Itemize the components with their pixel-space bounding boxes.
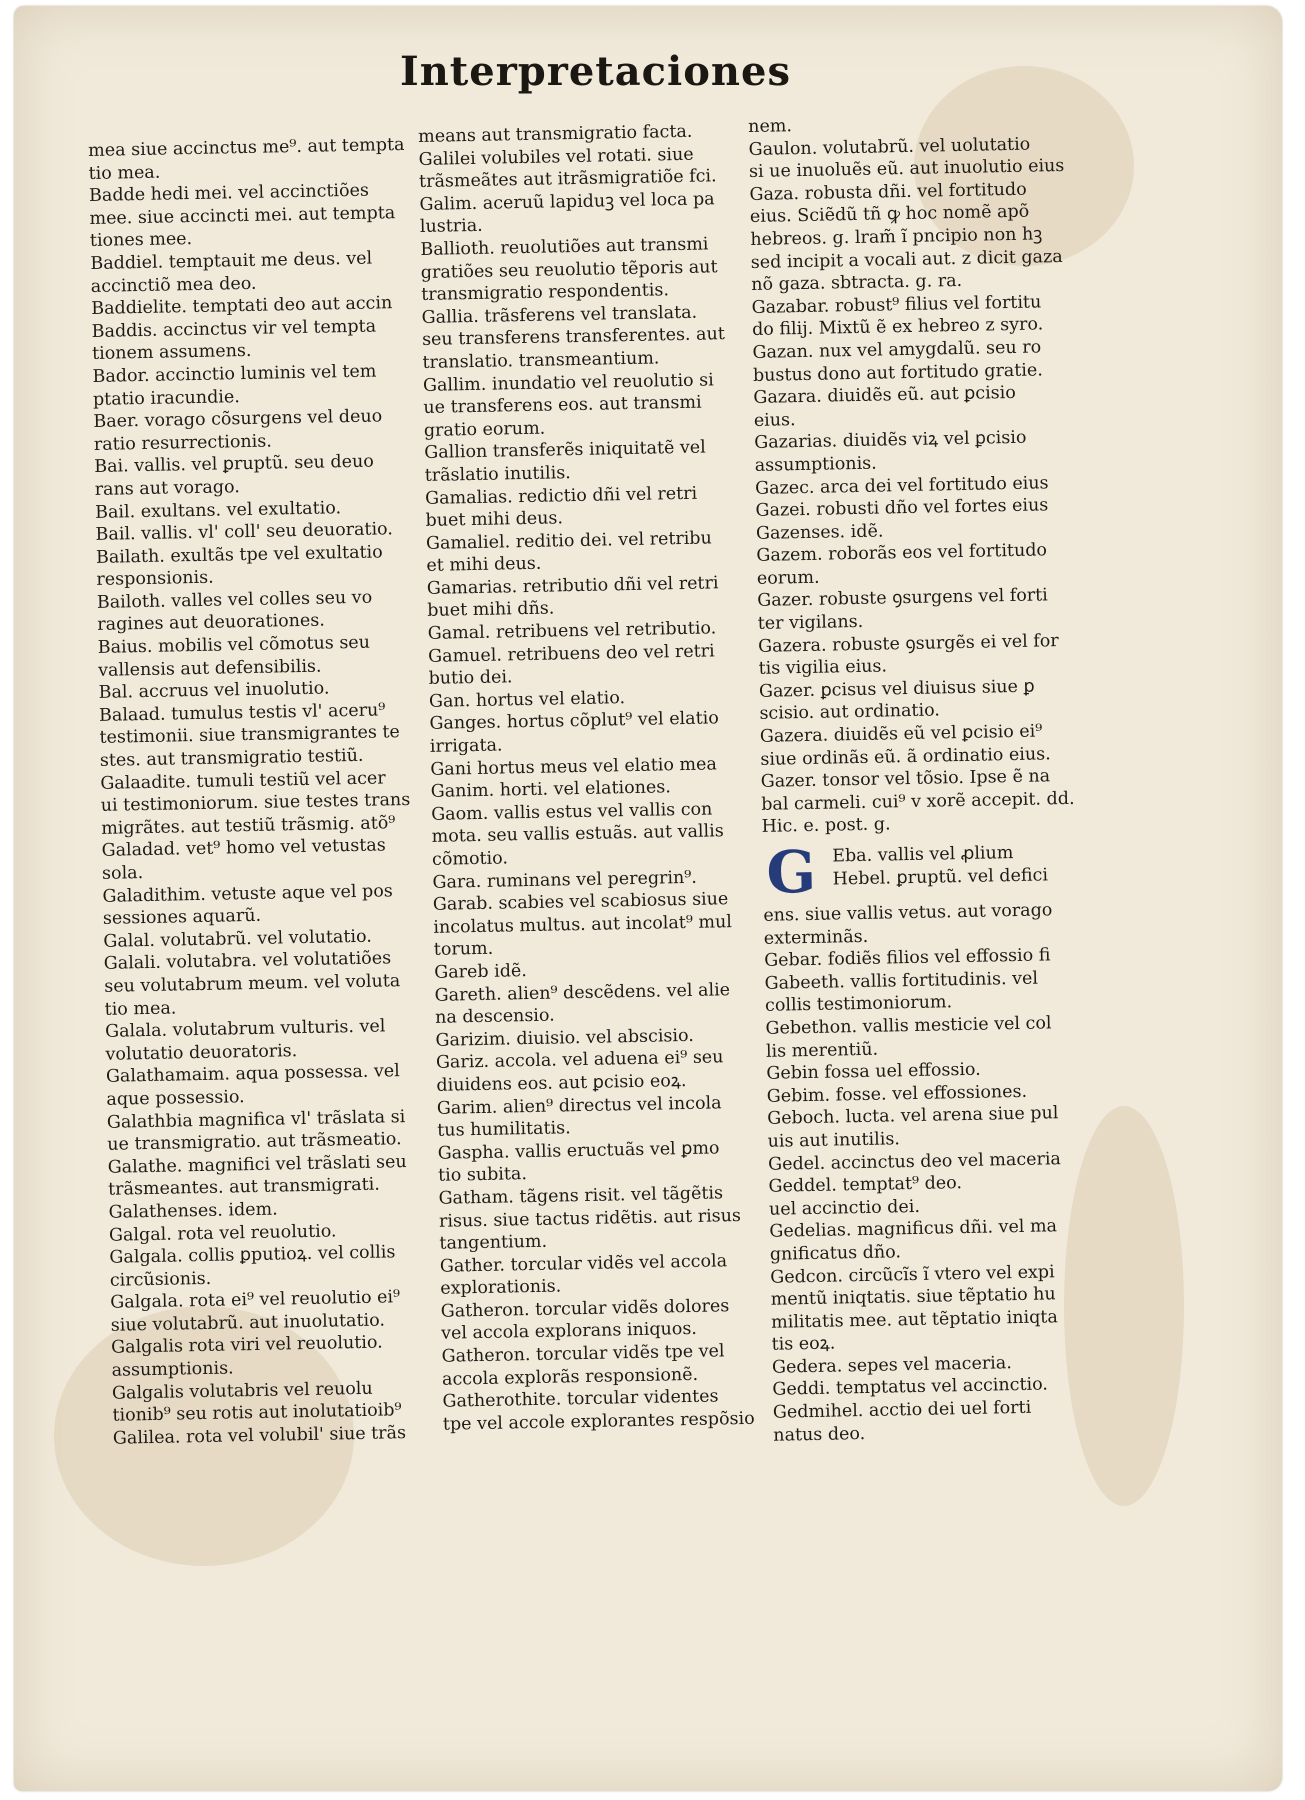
text-line: collis testimoniorum. xyxy=(764,992,953,1017)
text-line: Galgala. rota ei⁹ vel reuolutio ei⁹ xyxy=(110,1287,401,1314)
text-line: irrigata. xyxy=(429,735,503,757)
text-column-3 xyxy=(748,109,1118,1447)
text-column-1 xyxy=(88,133,453,1450)
text-line: Galathe. magnifici vel trãslati seu xyxy=(107,1151,407,1178)
text-line: Gara. ruminans vel peregrin⁹. xyxy=(432,867,698,893)
text-line: volutatio deuoratoris. xyxy=(105,1040,298,1065)
text-line: ue transferens eos. aut transmi xyxy=(423,392,702,419)
initial-side-lines xyxy=(832,841,1048,890)
text-line: seu transferens transferentes. aut xyxy=(421,324,726,351)
text-line: tis eoꝝ. xyxy=(771,1333,836,1356)
rubricated-entry-line: Gaulon. volutabrũ. vel uolutatio xyxy=(748,132,1093,161)
text-line: Eba. vallis vel ꝓlium xyxy=(832,843,1014,867)
rubricated-entry-line: Galgalis rota viri vel reuolutio. xyxy=(111,1331,451,1360)
text-line: gratio eorum. xyxy=(423,418,546,441)
text-line: et mihi deus. xyxy=(426,553,542,577)
text-line: Galaadite. tumuli testiũ vel acer xyxy=(100,768,386,794)
blue-initial-letter: G xyxy=(765,837,817,907)
rubricated-entry-line: Gazer. ꝑcisus vel diuisus siue ꝑ xyxy=(759,674,1104,703)
text-line: accinctiõ mea deo. xyxy=(90,273,257,297)
text-line: tio mea. xyxy=(88,162,161,184)
rubricated-entry-line: Gazara. diuidẽs eũ. aut ꝑcisio xyxy=(753,380,1098,409)
text-line: nõ gaza. sbtracta. g. ra. xyxy=(751,271,963,296)
text-line: uel accinctio dei. xyxy=(768,1196,921,1220)
text-line: assumptionis. xyxy=(754,453,877,476)
text-line: tio mea. xyxy=(104,998,177,1020)
text-line: Galgalis volutabris vel reuolu xyxy=(111,1378,373,1404)
text-line: Gatheron. torcular vidẽs dolores xyxy=(440,1296,730,1322)
text-line: trãsmeantes. aut transmigrati. xyxy=(107,1174,381,1201)
rubricated-entry-line: Gallion transferẽs iniquitatẽ vel xyxy=(424,436,769,465)
rubricated-entry-line: Galathenses. idem. xyxy=(108,1195,448,1224)
rubricated-entry-line: Gan. hortus vel elatio. xyxy=(429,684,774,713)
text-line: gratiões seu reuolutio tẽporis aut xyxy=(420,256,718,283)
text-line: Galali. volutabra. vel volutatiões xyxy=(103,948,392,975)
rubricated-entry-line: Gamal. retribuens vel retributio. xyxy=(428,616,773,645)
text-line: vel accola explorans iniquos. xyxy=(441,1319,698,1345)
text-line: Bador. accinctio luminis vel tem xyxy=(92,361,377,387)
text-line: responsionis. xyxy=(96,567,214,591)
rubricated-entry-line: Gatheron. torcular vidẽs tpe vel xyxy=(441,1339,786,1368)
text-line: ratio resurrectionis. xyxy=(93,431,272,455)
text-line: Galathamaim. aqua possessa. vel xyxy=(105,1061,400,1088)
text-line: Gazera. diuidẽs eũ vel ꝑcisio ei⁹ xyxy=(759,721,1043,747)
rubricated-entry-line: Gaom. vallis estus vel vallis con xyxy=(431,797,776,826)
text-line: Gedel. accinctus deo vel maceria xyxy=(767,1148,1062,1175)
text-line: diuidens eos. aut ꝑcisio eoꝝ. xyxy=(436,1070,687,1096)
rubricated-entry-line: Bail. exultans. vel exultatio. xyxy=(95,495,435,524)
text-line: tangentium. xyxy=(439,1231,548,1254)
text-line: Gaza. robusta dñi. vel fortitudo xyxy=(749,179,1027,205)
rubricated-entry-line: Gazer. tonsor vel tõsio. Ipse ẽ na xyxy=(761,764,1106,793)
text-line: incolatus multus. aut incolat⁹ mul xyxy=(433,911,733,938)
text-line: Bai. vallis. vel ꝑruptũ. seu deuo xyxy=(94,451,374,478)
text-line: mee. siue accincti mei. aut tempta xyxy=(89,202,396,229)
text-line: Gebar. fodiẽs filios vel effossio fi xyxy=(764,945,1051,972)
text-line: Gazan. nux vel amygdalũ. seu ro xyxy=(752,337,1042,363)
text-line: aque possessio. xyxy=(106,1087,245,1110)
text-line: Baddielite. temptati deo aut accin xyxy=(91,293,393,320)
rubricated-entry-line: Galim. aceruũ lapiduꝫ vel loca pa xyxy=(419,187,764,216)
text-line: gnificatus dño. xyxy=(769,1242,902,1265)
text-line: means aut transmigratio facta. xyxy=(418,121,693,147)
text-line: Galilei volubiles vel rotati. siue xyxy=(418,144,694,170)
text-line: eius. xyxy=(753,409,796,431)
text-line: lustria. xyxy=(419,216,483,238)
rubricated-entry-line: Gazec. arca dei vel fortitudo eius xyxy=(755,471,1100,500)
text-line: Gebim. fosse. vel effossiones. xyxy=(766,1081,1028,1107)
rubricated-entry-line: Gamaliel. reditio dei. vel retribu xyxy=(426,526,771,555)
text-line: trãslatio inutilis. xyxy=(424,463,571,486)
text-line: tionem assumens. xyxy=(91,341,252,365)
rubricated-entry-line: Gani hortus meus vel elatio mea xyxy=(430,752,775,781)
text-line: Ganim. horti. vel elationes. xyxy=(430,777,671,803)
text-line: cõmotio. xyxy=(431,848,509,870)
text-line: Hebel. ꝑruptũ. vel defici xyxy=(832,864,1049,890)
text-line: natus deo. xyxy=(773,1423,866,1446)
text-line: Gatham. tãgens risit. vel tãgẽtis xyxy=(438,1183,724,1209)
text-line: Galadithim. vetuste aque vel pos xyxy=(102,880,393,907)
rubricated-entry-line: Gallia. trãsferens vel translata. xyxy=(421,300,766,329)
text-line: sed incipit a vocali aut. z dicit gaza xyxy=(750,246,1063,273)
text-line: si ue inuoluẽs eũ. aut inuolutio eius xyxy=(748,156,1065,183)
text-line: accola explorãs responsionẽ. xyxy=(441,1364,699,1390)
rubricated-entry-line: Gazer. robuste ꝯsurgens vel forti xyxy=(757,584,1102,613)
text-line: translatio. transmeantium. xyxy=(422,348,660,373)
text-line: Gazem. roborãs eos vel fortitudo xyxy=(756,540,1048,567)
text-line: mea siue accinctus me⁹. aut tempta xyxy=(88,134,405,161)
text-line: tpe vel accole explorantes respõsio xyxy=(442,1408,755,1435)
rubricated-entry-line: Bailath. exultãs tpe vel exultatio xyxy=(96,540,436,569)
text-line: torum. xyxy=(433,939,494,961)
text-line: ue transmigratio. aut trãsmeatio. xyxy=(107,1129,402,1155)
rubricated-entry-line: Baer. vorago cõsurgens vel deuo xyxy=(93,405,433,434)
text-line: Galgal. rota vel reuolutio. xyxy=(108,1220,337,1246)
text-line: Gedera. sepes vel maceria. xyxy=(771,1353,1012,1378)
text-line: circũsionis. xyxy=(109,1268,212,1291)
text-line: Bal. accruus vel inuolutio. xyxy=(98,678,330,704)
rubricated-entry-line: Gedcon. circũcĩs ĩ vtero vel expi xyxy=(770,1260,1115,1289)
decorated-initial-block xyxy=(762,836,1108,907)
text-line: na descensio. xyxy=(434,1005,555,1028)
text-line: Gallim. inundatio vel reuolutio si xyxy=(422,369,714,396)
page-title xyxy=(400,48,791,95)
text-line: eius. Sciẽdũ tñ ꝙ hoc nomẽ apõ xyxy=(749,201,1030,228)
rubricated-entry-line: Galilea. rota vel volubil' siue trãs xyxy=(113,1421,453,1450)
text-line: mentũ iniqtatis. siue tẽptatio hu xyxy=(770,1284,1056,1310)
text-line: sessiones aquarũ. xyxy=(102,906,262,930)
text-line: Gatherothite. torcular videntes xyxy=(442,1386,719,1413)
text-line: Garim. alien⁹ directus vel incola xyxy=(436,1092,722,1119)
text-line: ragines aut deuorationes. xyxy=(97,611,326,636)
rubricated-entry-line: Gebin fossa uel effossio. xyxy=(766,1056,1111,1085)
text-line: explorationis. xyxy=(440,1276,562,1300)
text-line: tus humilitatis. xyxy=(437,1118,571,1141)
text-line: Badde hedi mei. vel accinctiões xyxy=(88,180,370,207)
text-line: Galal. volutabrũ. vel volutatio. xyxy=(103,926,373,952)
text-line: Gedmihel. acctio dei uel forti xyxy=(772,1397,1032,1423)
text-line: exterminãs. xyxy=(763,926,869,949)
text-line: ptatio iracundie. xyxy=(92,386,241,410)
text-line: mota. seu vallis estuãs. aut vallis xyxy=(431,821,724,848)
text-line: Garizim. diuisio. vel abscisio. xyxy=(435,1025,695,1051)
rubricated-entry-line: Geddi. temptatus vel accinctio. xyxy=(772,1373,1117,1402)
text-line: tionib⁹ seu rotis aut inolutatioib⁹ xyxy=(112,1400,402,1427)
rubricated-entry-line: Gariz. accola. vel aduena ei⁹ seu xyxy=(436,1046,781,1075)
text-line: buet mihi deus. xyxy=(425,508,564,532)
text-line: transmigratio respondentis. xyxy=(421,280,670,306)
text-line: Gazarias. diuidẽs viꝝ vel ꝑcisio xyxy=(754,428,1027,454)
rubricated-entry-line: Gabeeth. vallis fortitudinis. vel xyxy=(764,966,1109,995)
text-line: lis merentiũ. xyxy=(765,1039,879,1062)
text-line: Gazei. robusti dño vel fortes eius xyxy=(755,495,1049,522)
text-line: sola. xyxy=(101,863,144,884)
text-line: Gebethon. vallis mesticie vel col xyxy=(765,1013,1052,1039)
text-line: migrãtes. aut testiũ trãsmig. atõ⁹ xyxy=(101,813,396,839)
text-line: ter vigilans. xyxy=(757,611,864,634)
text-line: Gazera. robuste ꝯsurgẽs ei vel for xyxy=(757,630,1059,657)
text-line: tis vigilia eius. xyxy=(758,656,888,680)
text-line: bustus dono aut fortitudo gratie. xyxy=(752,359,1043,386)
text-line: butio dei. xyxy=(428,667,513,690)
rubricated-entry-line: Baddiel. temptauit me deus. vel xyxy=(90,246,430,275)
text-line: Gamarias. retributio dñi vel retri xyxy=(426,573,719,599)
text-line: ui testimoniorum. siue testes trans xyxy=(100,790,411,817)
rubricated-entry-line: Gather. torcular vidẽs vel accola xyxy=(440,1249,785,1278)
text-line: bal carmeli. cui⁹ v xorẽ accepit. dd. xyxy=(761,788,1075,815)
text-line: tio subita. xyxy=(437,1164,528,1187)
text-line: Bail. vallis. vl' coll' seu deuoratio. xyxy=(95,519,394,546)
text-line: vallensis aut defensibilis. xyxy=(97,656,322,681)
text-line: seu volutabrum meum. vel voluta xyxy=(104,971,401,997)
text-line: Gareb idẽ. xyxy=(434,961,528,983)
page-title-text: Interpretaciones xyxy=(400,48,791,95)
rubricated-entry-line: Garab. scabies vel scabiosus siue xyxy=(433,887,778,916)
text-line: Ballioth. reuolutiões aut transmi xyxy=(420,234,709,260)
rubricated-entry-line: Gazenses. idẽ. xyxy=(756,516,1101,545)
text-line: Gedelias. magnificus dñi. vel ma xyxy=(769,1216,1058,1243)
text-line: nem. xyxy=(748,116,793,137)
text-line: Gamalias. redictio dñi vel retri xyxy=(424,483,698,509)
text-line: buet mihi dñs. xyxy=(427,598,555,622)
text-line: scisio. aut ordinatio. xyxy=(759,700,941,725)
text-line: Hic. e. post. g. xyxy=(761,814,891,838)
text-line: siue ordinãs eũ. ã ordinatio eius. xyxy=(760,743,1051,770)
rubricated-entry-line: Galadad. vet⁹ homo vel vetustas xyxy=(101,834,441,863)
text-line: siue volutabrũ. aut inuolutatio. xyxy=(110,1310,386,1336)
text-line: do filij. Mixtũ ẽ ex hebreo z syro. xyxy=(751,314,1044,341)
text-line: militatis mee. aut tẽptatio iniqta xyxy=(770,1306,1058,1333)
text-line: risus. siue tactus ridẽtis. aut risus xyxy=(438,1205,742,1232)
text-line: assumptionis. xyxy=(111,1358,234,1381)
text-line: eorum. xyxy=(756,567,820,589)
rubricated-entry-line: Galala. volutabrum vulturis. vel xyxy=(105,1014,445,1043)
rubricated-entry-line: Gareth. alien⁹ descẽdens. vel alie xyxy=(434,978,779,1007)
rubricated-entry-line: Gazabar. robust⁹ filius vel fortitu xyxy=(751,290,1096,319)
text-line: uis aut inutilis. xyxy=(767,1129,901,1152)
text-line: trãsmeãtes aut itrãsmigratiõe fci. xyxy=(418,166,717,193)
text-column-2 xyxy=(418,119,788,1436)
text-line: Bailoth. valles vel colles seu vo xyxy=(96,587,373,613)
text-line: Gamuel. retribuens deo vel retri xyxy=(427,641,715,667)
text-line: testimonii. siue transmigrantes te xyxy=(99,722,400,749)
rubricated-entry-line: Baius. mobilis vel cõmotus seu xyxy=(98,630,438,659)
rubricated-entry-line: Baddis. accinctus vir vel tempta xyxy=(91,314,431,343)
rubricated-entry-line: Geboch. lucta. vel arena siue pul xyxy=(767,1102,1112,1131)
text-line: hebreos. g. lram̃ ĩ pncipio non hꝫ xyxy=(750,224,1043,250)
rubricated-entry-line: Galgala. collis ꝑputioꝝ. vel collis xyxy=(109,1240,449,1269)
rubricated-entry-line: Galathbia magnifica vl' trãslata si xyxy=(107,1105,447,1134)
rubricated-entry-line: Gaspha. vallis eructuãs vel ꝑmo xyxy=(438,1136,783,1165)
rubricated-entry-line: Geddel. temptat⁹ deo. xyxy=(768,1169,1113,1198)
rubricated-entry-line: Balaad. tumulus testis vl' aceru⁹ xyxy=(99,698,439,727)
text-line: ens. siue vallis vetus. aut vorago xyxy=(763,900,1053,926)
text-line: rans aut vorago. xyxy=(94,477,241,500)
text-line: Ganges. hortus cõplut⁹ vel elatio xyxy=(429,708,719,735)
text-line: stes. aut transmigratio testiũ. xyxy=(99,745,364,771)
text-line: tiones mee. xyxy=(89,229,193,252)
